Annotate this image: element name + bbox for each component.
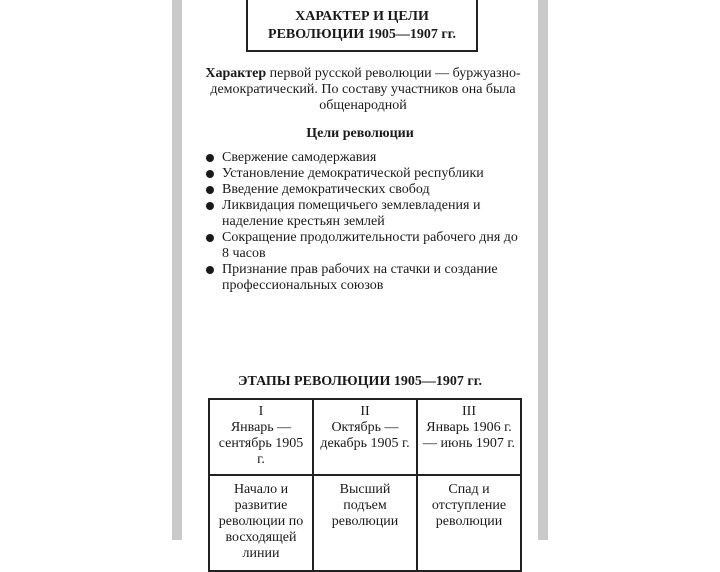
list-item xyxy=(204,230,522,262)
stage-cell-2 xyxy=(313,399,417,475)
bullet-icon xyxy=(206,202,214,210)
goal-text: Признание прав рабочих на стачки и создание профессиональных союзов xyxy=(222,262,498,293)
stage-number: III xyxy=(462,404,476,419)
title-line-1: ХАРАКТЕР И ЦЕЛИ xyxy=(295,9,429,24)
list-item xyxy=(204,166,522,182)
goal-text: Введение демократических свобод xyxy=(222,182,430,197)
table-row xyxy=(209,399,521,475)
bullet-icon xyxy=(206,170,214,178)
goal-text: Установление демократической республики xyxy=(222,166,484,181)
title-line-2: РЕВОЛЮЦИИ 1905—1907 гг. xyxy=(268,27,456,42)
stage-period: Январь — сентябрь 1905 г. xyxy=(218,420,304,467)
bullet-icon xyxy=(206,266,214,274)
goal-text: Свержение самодержавия xyxy=(222,150,377,165)
goal-text: Ликвидация помещичьего землевладения и наделение крестьян землей xyxy=(222,198,481,229)
table-row xyxy=(209,475,521,571)
stage-cell-1 xyxy=(209,399,313,475)
goals-heading: Цели революции xyxy=(306,126,414,141)
character-text: первой русской революции — буржуазно-демократический. По составу участников она была общенародной xyxy=(210,66,521,113)
list-item xyxy=(204,150,522,166)
page-frame-right xyxy=(538,0,548,540)
stage-desc: Высший подъем революции xyxy=(313,475,417,571)
goal-text: Сокращение продолжительности рабочего дня до 8 часов xyxy=(222,230,518,261)
character-paragraph xyxy=(204,66,522,114)
character-term: Характер xyxy=(205,66,267,81)
page-frame-left xyxy=(172,0,182,540)
stage-number: II xyxy=(360,404,370,419)
bullet-icon xyxy=(206,234,214,242)
stage-desc: Спад и отступление революции xyxy=(417,475,521,571)
bullet-icon xyxy=(206,154,214,162)
stages-table xyxy=(208,398,522,572)
stage-cell-3 xyxy=(417,399,521,475)
stages-heading: ЭТАПЫ РЕВОЛЮЦИИ 1905—1907 гг. xyxy=(238,374,482,389)
bullet-icon xyxy=(206,186,214,194)
list-item xyxy=(204,262,522,294)
stage-period: Октябрь — декабрь 1905 г. xyxy=(320,420,410,451)
stage-period: Январь 1906 г. — июнь 1907 г. xyxy=(423,420,515,451)
list-item xyxy=(204,182,522,198)
title-box xyxy=(246,0,478,52)
list-item xyxy=(204,198,522,230)
stage-desc: Начало и развитие революции по восходящей линии xyxy=(209,475,313,571)
stage-number: I xyxy=(258,404,264,419)
goals-list xyxy=(204,150,522,294)
document-page xyxy=(182,0,538,561)
